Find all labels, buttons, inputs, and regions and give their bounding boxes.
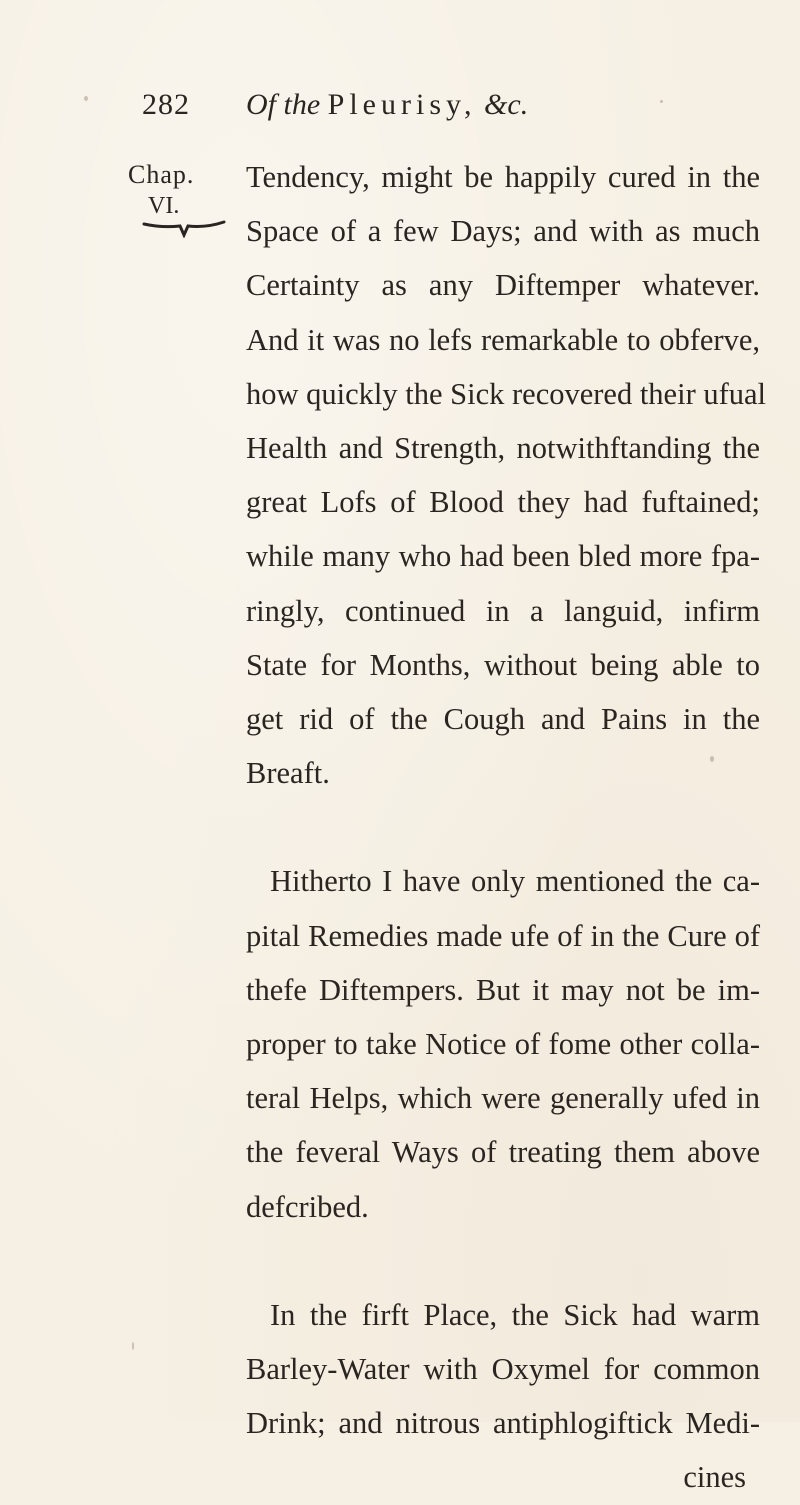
text-line: teral Helps, which were generally ufed in: [246, 1081, 760, 1116]
page-number: 282: [142, 88, 190, 121]
text-line: great Lofs of Blood they had fuftained;: [246, 485, 760, 520]
text-line: Tendency, might be happily cured in the: [246, 160, 760, 194]
text-line: proper to take Notice of fome other colla-: [246, 1027, 760, 1062]
text-line: State for Months, without being able to: [246, 647, 760, 682]
running-title-caps: Pleurisy,: [327, 88, 477, 121]
paragraph-gap: [246, 1234, 760, 1288]
text-line: And it was no lefs remarkable to obferve,: [246, 322, 760, 357]
text-line: while many who had been bled more fpa-: [246, 539, 760, 574]
running-title: [246, 88, 528, 122]
text-line: how quickly the Sick recovered their ufual: [246, 376, 767, 411]
paragraph-3: [246, 1288, 760, 1505]
paper-spot: [84, 96, 88, 101]
paragraph-gap: [246, 800, 760, 854]
text-line: Breaft.: [246, 756, 330, 791]
text-line: Hitherto I have only mentioned the ca-: [270, 864, 760, 899]
running-title-italic: Of the: [246, 88, 321, 121]
margin-chapter-label: Chap.: [128, 160, 195, 189]
text-line: Drink; and nitrous antiphlogiftick Medi-: [246, 1406, 760, 1441]
text-line: get rid of the Cough and Pains in the: [246, 702, 760, 737]
paper-spot: [710, 756, 714, 762]
text-line: Certainty as any Diftemper whatever.: [246, 268, 760, 303]
running-title-etc: &c.: [484, 88, 529, 121]
text-line: the feveral Ways of treating them above: [246, 1135, 760, 1170]
text-line: ringly, continued in a languid, infirm: [246, 593, 760, 628]
text-line: pital Remedies made ufe of in the Cure of: [246, 918, 760, 953]
text-line: Barley-Water with Oxymel for common: [246, 1352, 760, 1387]
body-text: [246, 150, 767, 1505]
margin-chapter-note: [128, 160, 238, 238]
margin-chapter-number: VI.: [148, 193, 180, 219]
paragraph-2: [246, 854, 760, 1233]
running-head: [0, 88, 800, 138]
text-line: Space of a few Days; and with as much: [246, 214, 760, 249]
paper-spot: [132, 1342, 134, 1350]
text-line: defcribed.: [246, 1189, 369, 1224]
paper-spot: [660, 100, 663, 103]
text-line: In the firft Place, the Sick had warm: [270, 1297, 760, 1332]
catchword: cines: [683, 1460, 746, 1495]
paragraph-1: [246, 150, 767, 800]
text-line: Health and Strength, notwithftanding the: [246, 431, 760, 466]
text-line: thefe Diftempers. But it may not be im-: [246, 972, 760, 1007]
